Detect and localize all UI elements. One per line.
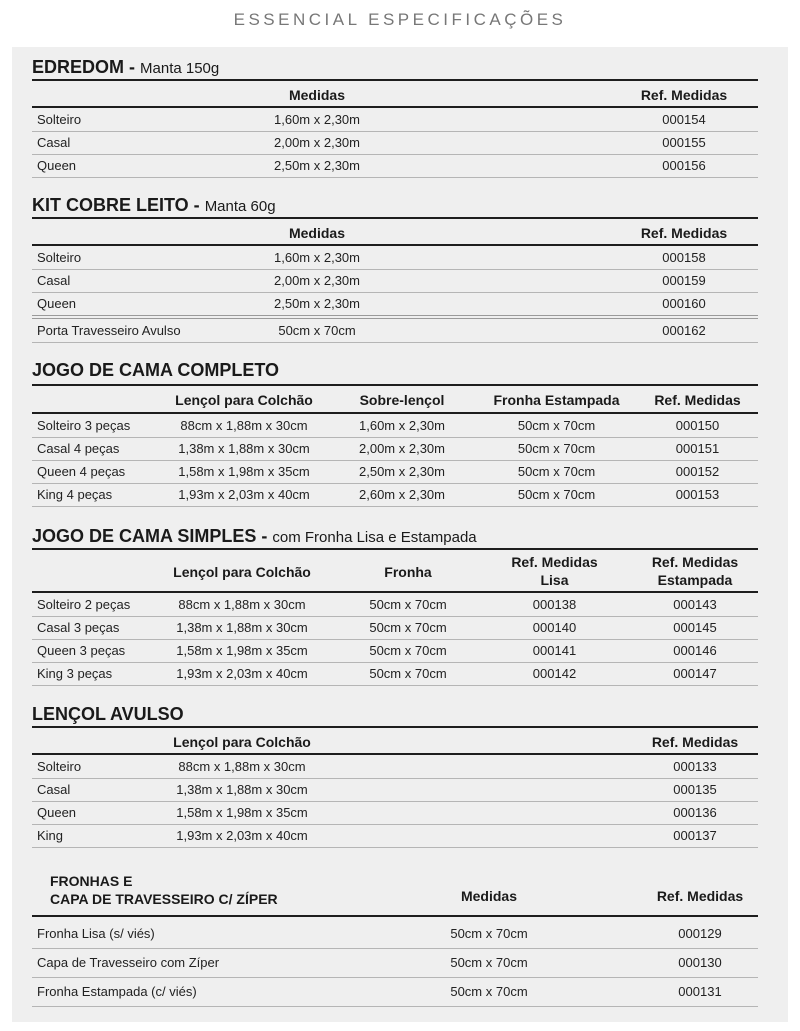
row-ref: 000158	[662, 250, 706, 265]
row-fronha: 50cm x 70cm	[517, 418, 596, 433]
edredom-title: EDREDOM -	[32, 57, 135, 77]
table-row	[32, 437, 758, 461]
kit-top-rule	[32, 217, 758, 219]
row-measure: 2,50m x 2,30m	[274, 296, 360, 311]
avulso-header-ref: Ref. Medidas	[651, 734, 739, 750]
row-ref: 000136	[673, 805, 717, 820]
fronhas-header-ref: Ref. Medidas	[656, 888, 744, 904]
kit-heading	[32, 195, 276, 216]
row-name: Capa de Travesseiro com Zíper	[37, 955, 220, 970]
row-measure: 2,50m x 2,30m	[274, 158, 360, 173]
table-row	[32, 460, 758, 484]
row-fronha: 50cm x 70cm	[517, 464, 596, 479]
row-lencol: 1,38m x 1,88m x 30cm	[178, 441, 310, 456]
row-ref: 000130	[678, 955, 722, 970]
simples-title: JOGO DE CAMA SIMPLES -	[32, 526, 268, 546]
avulso-top-rule	[32, 726, 758, 728]
row-fronha: 50cm x 70cm	[517, 487, 596, 502]
row-lencol: 1,93m x 2,03m x 40cm	[178, 487, 310, 502]
simples-header-lencol: Lençol para Colchão	[173, 564, 311, 580]
edredom-top-rule	[32, 79, 758, 81]
row-measure: 1,38m x 1,88m x 30cm	[176, 782, 308, 797]
table-row	[32, 292, 758, 315]
fronhas-title-line2: CAPA DE TRAVESSEIRO C/ ZÍPER	[50, 891, 278, 907]
simples-header-ref-est	[630, 553, 760, 589]
kit-title: KIT COBRE LEITO -	[32, 195, 200, 215]
row-sobre: 1,60m x 2,30m	[359, 418, 445, 433]
row-name: Solteiro	[37, 112, 82, 127]
kit-header-measures: Medidas	[288, 225, 345, 241]
table-row	[32, 824, 758, 848]
row-name: Solteiro	[37, 250, 82, 265]
simples-header-ref-lisa-line2: Lisa	[540, 572, 569, 588]
row-name: King	[37, 828, 64, 843]
row-measure: 2,00m x 2,30m	[274, 273, 360, 288]
table-row	[32, 755, 758, 779]
row-ref: 000162	[662, 323, 706, 338]
avulso-title: LENÇOL AVULSO	[32, 704, 184, 724]
row-lencol: 1,58m x 1,98m x 35cm	[176, 643, 308, 658]
completo-header-ref: Ref. Medidas	[654, 392, 741, 408]
row-sobre: 2,50m x 2,30m	[359, 464, 445, 479]
row-ref: 000150	[675, 418, 720, 433]
row-fronha: 50cm x 70cm	[369, 666, 447, 681]
row-name: Queen	[37, 158, 77, 173]
row-ref: 000156	[662, 158, 706, 173]
simples-header-ref-lisa-line1: Ref. Medidas	[511, 554, 598, 570]
row-measure: 1,60m x 2,30m	[274, 112, 360, 127]
row-measure: 50cm x 70cm	[450, 955, 528, 970]
row-name: Porta Travesseiro Avulso	[37, 323, 181, 338]
row-measure: 50cm x 70cm	[278, 323, 356, 338]
row-measure: 1,60m x 2,30m	[274, 250, 360, 265]
row-measure: 50cm x 70cm	[450, 926, 528, 941]
row-lencol: 1,58m x 1,98m x 35cm	[178, 464, 310, 479]
row-name: Queen 3 peças	[37, 643, 126, 658]
table-row	[32, 593, 758, 617]
row-sobre: 2,00m x 2,30m	[359, 441, 445, 456]
row-name: Casal	[37, 782, 71, 797]
row-fronha: 50cm x 70cm	[517, 441, 596, 456]
row-measure: 1,58m x 1,98m x 35cm	[176, 805, 308, 820]
row-measure: 88cm x 1,88m x 30cm	[178, 759, 306, 774]
table-row	[32, 414, 758, 438]
row-name: Fronha Estampada (c/ viés)	[37, 984, 197, 999]
table-row	[32, 919, 758, 949]
table-row	[32, 319, 758, 343]
simples-top-rule	[32, 548, 758, 550]
table-row	[32, 108, 758, 132]
kit-double-rule-top	[32, 315, 758, 316]
row-ref-lisa: 000142	[532, 666, 577, 681]
row-ref: 000151	[675, 441, 720, 456]
row-ref-lisa: 000140	[532, 620, 577, 635]
row-ref-est: 000146	[673, 643, 717, 658]
row-name: Casal 4 peças	[37, 441, 120, 456]
table-row	[32, 948, 758, 978]
row-lencol: 88cm x 1,88m x 30cm	[178, 597, 306, 612]
simples-header-ref-est-line2: Estampada	[657, 572, 733, 588]
edredom-header-ref: Ref. Medidas	[640, 87, 728, 103]
row-ref: 000133	[673, 759, 717, 774]
row-name: Solteiro	[37, 759, 82, 774]
table-row	[32, 977, 758, 1007]
row-name: Casal 3 peças	[37, 620, 120, 635]
row-name: King 3 peças	[37, 666, 113, 681]
table-row	[32, 246, 758, 270]
row-ref-lisa: 000138	[532, 597, 577, 612]
table-row	[32, 801, 758, 825]
fronhas-header-rule	[32, 915, 758, 917]
simples-header-fronha: Fronha	[384, 564, 432, 580]
row-ref-est: 000147	[673, 666, 717, 681]
row-lencol: 1,93m x 2,03m x 40cm	[176, 666, 308, 681]
table-row	[32, 154, 758, 178]
row-fronha: 50cm x 70cm	[369, 620, 447, 635]
table-row	[32, 639, 758, 663]
row-ref: 000135	[673, 782, 717, 797]
row-ref: 000160	[662, 296, 706, 311]
table-row	[32, 269, 758, 293]
edredom-heading	[32, 57, 219, 78]
row-name: Solteiro 2 peças	[37, 597, 131, 612]
row-name: Casal	[37, 273, 71, 288]
row-ref-est: 000143	[673, 597, 717, 612]
row-measure: 2,00m x 2,30m	[274, 135, 360, 150]
simples-heading	[32, 526, 477, 547]
completo-header-sobre: Sobre-lençol	[359, 392, 445, 408]
row-ref: 000153	[675, 487, 720, 502]
row-name: Queen	[37, 805, 77, 820]
row-measure: 1,93m x 2,03m x 40cm	[176, 828, 308, 843]
edredom-subtitle: Manta 150g	[140, 60, 220, 77]
completo-title: JOGO DE CAMA COMPLETO	[32, 360, 280, 380]
row-ref: 000131	[678, 984, 722, 999]
table-row	[32, 778, 758, 802]
row-name: Solteiro 3 peças	[37, 418, 131, 433]
completo-header-fronha: Fronha Estampada	[493, 392, 620, 408]
row-lencol: 1,38m x 1,88m x 30cm	[176, 620, 308, 635]
row-fronha: 50cm x 70cm	[369, 597, 447, 612]
row-ref-est: 000145	[673, 620, 717, 635]
simples-subtitle: com Fronha Lisa e Estampada	[272, 529, 477, 546]
simples-header-ref-lisa	[487, 553, 622, 589]
row-lencol: 88cm x 1,88m x 30cm	[180, 418, 308, 433]
row-measure: 50cm x 70cm	[450, 984, 528, 999]
avulso-header-lencol: Lençol para Colchão	[173, 734, 311, 750]
completo-top-rule	[32, 384, 758, 386]
kit-subtitle: Manta 60g	[204, 198, 276, 215]
row-name: Fronha Lisa (s/ viés)	[37, 926, 155, 941]
row-ref: 000152	[675, 464, 720, 479]
simples-header-ref-est-line1: Ref. Medidas	[651, 554, 739, 570]
row-name: Queen 4 peças	[37, 464, 126, 479]
fronhas-title-line1: FRONHAS E	[50, 873, 133, 889]
row-ref: 000129	[678, 926, 722, 941]
edredom-header-measures: Medidas	[288, 87, 345, 103]
row-fronha: 50cm x 70cm	[369, 643, 447, 658]
kit-header-ref: Ref. Medidas	[640, 225, 728, 241]
row-ref: 000159	[662, 273, 706, 288]
completo-header-lencol: Lençol para Colchão	[175, 392, 313, 408]
row-ref: 000155	[662, 135, 706, 150]
row-ref: 000154	[662, 112, 706, 127]
row-name: Queen	[37, 296, 77, 311]
table-row	[32, 662, 758, 686]
table-row	[32, 483, 758, 507]
row-ref-lisa: 000141	[532, 643, 577, 658]
table-row	[32, 616, 758, 640]
row-ref: 000137	[673, 828, 717, 843]
page-title: ESSENCIAL ESPECIFICAÇÕES	[233, 10, 567, 29]
table-row	[32, 131, 758, 155]
row-name: King 4 peças	[37, 487, 113, 502]
row-name: Casal	[37, 135, 71, 150]
fronhas-header-measures: Medidas	[460, 888, 517, 904]
row-sobre: 2,60m x 2,30m	[359, 487, 445, 502]
